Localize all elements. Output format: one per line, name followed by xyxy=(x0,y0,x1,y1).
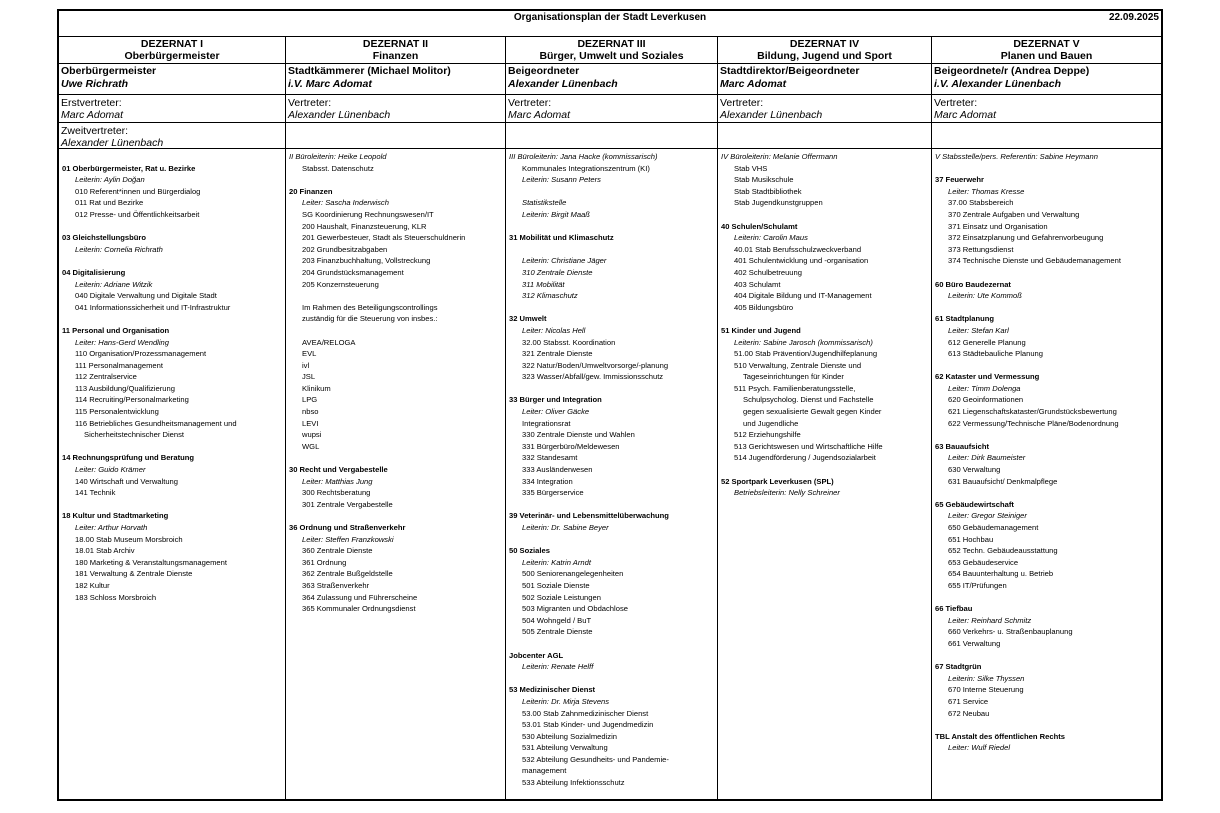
unit-line xyxy=(935,592,1158,604)
unit-line: 205 Konzernsteuerung xyxy=(302,279,379,289)
unit-line: 53.00 Stab Zahnmedizinischer Dienst xyxy=(522,708,649,718)
unit-line: Statistikstelle xyxy=(522,198,567,208)
unit-heading: 04 Digitalisierung xyxy=(62,267,126,277)
unit-line: 504 Wohngeld / BuT xyxy=(522,615,592,625)
dezernent-name: Alexander Lünenbach xyxy=(508,78,618,90)
unit-line xyxy=(62,313,282,325)
vertreter-name: Alexander Lünenbach xyxy=(288,109,391,121)
unit-line: nbso xyxy=(302,407,319,417)
unit-line: 140 Wirtschaft und Verwaltung xyxy=(75,476,178,486)
unit-line: 622 Vermessung/Technische Pläne/Bodenordnung xyxy=(948,418,1119,428)
vertreter-box xyxy=(506,95,717,123)
unit-line: 115 Personalentwicklung xyxy=(75,407,159,417)
vertreter-label: Vertreter: xyxy=(934,97,978,109)
unit-line: Leiterin: Ute Kommoß xyxy=(948,291,1022,301)
unit-line: EVL xyxy=(302,349,317,359)
unit-line: II Büroleiterin: Heike Leopold xyxy=(289,152,387,161)
unit-line: 203 Finanzbuchhaltung, Vollstreckung xyxy=(302,256,431,266)
unit-line: 114 Recruiting/Personalmarketing xyxy=(75,395,189,405)
dezernent-name: i.V. Marc Adomat xyxy=(288,78,372,90)
unit-line: 401 Schulentwicklung und -organisation xyxy=(734,256,869,266)
unit-line: 180 Marketing & Veranstaltungsmanagement xyxy=(75,557,227,567)
unit-line: 323 Wasser/Abfall/gew. Immissionsschutz xyxy=(522,372,664,382)
unit-line: 37.00 Stabsbereich xyxy=(948,198,1014,208)
unit-list xyxy=(506,149,717,789)
unit-line: Leiter: Matthias Jung xyxy=(302,476,373,486)
unit-line xyxy=(935,487,1158,499)
unit-line: 011 Rat und Bezirke xyxy=(75,198,144,208)
unit-line: 301 Zentrale Vergabestelle xyxy=(302,499,393,509)
vertreter-box xyxy=(59,95,285,123)
unit-line: Leiter: Hans-Gerd Wendling xyxy=(75,337,169,347)
unit-heading: 20 Finanzen xyxy=(289,186,333,196)
unit-line: Leiter: Gregor Steiniger xyxy=(948,511,1027,521)
unit-line: IV Büroleiterin: Melanie Offermann xyxy=(721,152,838,161)
unit-line: 514 Jugendförderung / Jugendsozialarbeit xyxy=(734,453,876,463)
unit-line xyxy=(509,302,714,314)
unit-line: 202 Grundbesitzabgaben xyxy=(302,244,388,254)
unit-line: 630 Verwaltung xyxy=(948,465,1001,475)
unit-line: 200 Haushalt, Finanzsteuerung, KLR xyxy=(302,221,427,231)
unit-line xyxy=(509,383,714,395)
unit-line: Leiterin: Susann Peters xyxy=(522,175,601,185)
unit-line xyxy=(509,638,714,650)
unit-line: Leiter: Steffen Franzkowski xyxy=(302,534,394,544)
date-label: 22.09.2025 xyxy=(1108,12,1159,23)
unit-line: III Büroleiterin: Jana Hacke (kommissarisch) xyxy=(509,152,658,161)
unit-line: 300 Rechtsberatung xyxy=(302,488,371,498)
unit-line: 501 Soziale Dienste xyxy=(522,580,590,590)
zweitvertreter-box xyxy=(506,123,717,149)
unit-line: LPG xyxy=(302,395,318,405)
unit-line: Leiter: Thomas Kresse xyxy=(948,186,1025,196)
dezernat-number: DEZERNAT II xyxy=(362,38,429,50)
vertreter-box xyxy=(286,95,505,123)
unit-line xyxy=(935,650,1158,662)
unit-line xyxy=(509,499,714,511)
unit-line: 361 Ordnung xyxy=(302,557,347,567)
unit-line: 335 Bürgerservice xyxy=(522,488,584,498)
unit-line: Leiter: Dirk Baumeister xyxy=(948,453,1026,463)
unit-list xyxy=(718,149,931,499)
unit-line: management xyxy=(522,766,567,776)
unit-line: Leiter: Stefan Karl xyxy=(948,325,1009,335)
unit-line: Leiterin: Sabine Jarosch (kommissarisch) xyxy=(734,337,873,347)
unit-line: 531 Abteilung Verwaltung xyxy=(522,743,608,753)
unit-line: 374 Technische Dienste und Gebäudemanagement xyxy=(948,256,1121,266)
unit-line: 012 Presse- und Öffentlichkeitsarbeit xyxy=(75,209,200,219)
unit-heading: 36 Ordnung und Straßenverkehr xyxy=(289,523,406,532)
unit-list xyxy=(59,149,285,603)
unit-line: Klinikum xyxy=(302,383,331,393)
dezernent-name: Uwe Richrath xyxy=(61,78,129,90)
dezernat-title: Finanzen xyxy=(372,50,419,62)
page-title: Organisationsplan der Stadt Leverkusen xyxy=(513,12,707,23)
unit-line: 362 Zentrale Bußgeldstelle xyxy=(302,569,393,579)
unit-line xyxy=(935,429,1158,441)
unit-line xyxy=(935,267,1158,279)
unit-line: Leiter: Timm Dolenga xyxy=(948,383,1021,393)
unit-line: 650 Gebäudemanagement xyxy=(948,523,1039,532)
unit-line xyxy=(509,221,714,233)
unit-heading: 40 Schulen/Schulamt xyxy=(721,221,798,231)
dezernent-role: Stadtkämmerer (Michael Molitor) xyxy=(288,65,451,77)
dezernat-column xyxy=(505,37,717,799)
unit-line xyxy=(62,151,282,163)
unit-line: LEVI xyxy=(302,418,319,428)
vertreter-name: Alexander Lünenbach xyxy=(720,109,823,121)
unit-line: 373 Rettungsdienst xyxy=(948,244,1014,254)
unit-line xyxy=(509,673,714,685)
unit-line: 500 Seniorenangelegenheiten xyxy=(522,569,624,579)
unit-line: 670 Interne Steuerung xyxy=(948,685,1024,695)
unit-line: 651 Hochbau xyxy=(948,534,994,544)
unit-line: 532 Abteilung Gesundheits- und Pandemie- xyxy=(522,754,669,764)
unit-line: Leiterin: Silke Thyssen xyxy=(948,673,1025,683)
dezernent-box xyxy=(286,64,505,95)
unit-heading: 65 Gebäudewirtschaft xyxy=(935,499,1014,509)
unit-line: Leiterin: Christiane Jäger xyxy=(522,256,607,266)
dezernat-header xyxy=(59,37,285,64)
unit-line: 405 Bildungsbüro xyxy=(734,302,794,312)
unit-line xyxy=(509,534,714,546)
unit-line: 672 Neubau xyxy=(948,708,990,718)
dezernat-header xyxy=(506,37,717,64)
unit-heading: 62 Kataster und Vermessung xyxy=(935,372,1040,382)
unit-line: 365 Kommunaler Ordnungsdienst xyxy=(302,604,416,614)
dezernent-box xyxy=(506,64,717,95)
unit-line: 631 Bauaufsicht/ Denkmalpflege xyxy=(948,476,1058,486)
department-grid xyxy=(59,37,1161,799)
vertreter-label: Vertreter: xyxy=(508,97,552,109)
unit-line: 010 Referent*innen und Bürgerdialog xyxy=(75,186,201,196)
unit-line: 503 Migranten und Obdachlose xyxy=(522,604,628,614)
unit-line xyxy=(509,244,714,256)
unit-list xyxy=(286,149,505,615)
dezernat-title: Bürger, Umwelt und Soziales xyxy=(539,50,684,62)
unit-line: Tageseinrichtungen für Kinder xyxy=(743,372,844,382)
unit-heading: 53 Medizinischer Dienst xyxy=(509,685,596,695)
unit-line: 330 Zentrale Dienste und Wahlen xyxy=(522,430,635,440)
unit-line: 621 Liegenschaftskataster/Grundstücksbewertung xyxy=(948,407,1117,417)
unit-line: AVEA/RELOGA xyxy=(302,337,356,347)
unit-heading: 30 Recht und Vergabestelle xyxy=(289,465,388,475)
unit-heading: 50 Soziales xyxy=(509,546,550,556)
unit-line: 533 Abteilung Infektionsschutz xyxy=(522,778,625,788)
zweitvertreter-box xyxy=(59,123,285,149)
unit-line: 201 Gewerbesteuer, Stadt als Steuerschuldnerin xyxy=(302,233,466,243)
unit-line: Leiterin: Carolin Maus xyxy=(734,233,808,243)
dezernent-name: Marc Adomat xyxy=(720,78,787,90)
vertreter-label: Vertreter: xyxy=(720,97,764,109)
unit-line xyxy=(62,221,282,233)
vertreter-name: Marc Adomat xyxy=(508,109,571,121)
unit-heading: 63 Bauaufsicht xyxy=(935,441,990,451)
unit-line: 040 Digitale Verwaltung und Digitale Stadt xyxy=(75,291,217,301)
unit-heading: 11 Personal und Organisation xyxy=(62,325,170,335)
dezernent-role: Beigeordnete/r (Andrea Deppe) xyxy=(934,65,1090,77)
unit-line: 620 Geoinformationen xyxy=(948,395,1024,405)
unit-line: 372 Einsatzplanung und Gefahrenvorbeugung xyxy=(948,233,1104,243)
unit-heading: 67 Stadtgrün xyxy=(935,662,982,672)
unit-line: Leiterin: Aylin Doğan xyxy=(75,175,145,185)
unit-line: 204 Grundstücksmanagement xyxy=(302,267,404,277)
unit-line: Leiter: Guido Krämer xyxy=(75,465,146,475)
unit-line: Leiterin: Renate Helff xyxy=(522,662,594,672)
unit-heading: 18 Kultur und Stadtmarketing xyxy=(62,511,169,521)
unit-line: 613 Städtebauliche Planung xyxy=(948,349,1043,359)
dezernent-role: Stadtdirektor/Beigeordneter xyxy=(720,65,860,77)
unit-line xyxy=(62,441,282,453)
vertreter-label: Erstvertreter: xyxy=(61,97,122,109)
vertreter-box xyxy=(718,95,931,123)
unit-line: 322 Natur/Boden/Umweltvorsorge/-planung xyxy=(522,360,669,370)
unit-line: Leiter: Arthur Horvath xyxy=(75,523,148,532)
unit-line xyxy=(721,464,928,476)
unit-line: 53.01 Stab Kinder- und Jugendmedizin xyxy=(522,720,654,730)
unit-line: 041 Informationssicherheit und IT-Infrastruktur xyxy=(75,302,231,312)
unit-heading: 03 Gleichstellungsbüro xyxy=(62,233,146,243)
unit-line: 363 Straßenverkehr xyxy=(302,580,370,590)
dezernat-number: DEZERNAT III xyxy=(577,38,646,50)
unit-line: 510 Verwaltung, Zentrale Dienste und xyxy=(734,360,862,370)
unit-line xyxy=(509,186,714,198)
unit-line: SG Koordinierung Rechnungswesen/IT xyxy=(302,209,434,219)
unit-line xyxy=(289,452,502,464)
unit-line xyxy=(721,209,928,221)
dezernat-title: Oberbürgermeister xyxy=(124,50,220,62)
zweitvertreter-box xyxy=(286,123,505,149)
unit-line: Stabsst. Datenschutz xyxy=(302,163,374,173)
unit-line: Leiterin: Katrin Arndt xyxy=(522,557,591,567)
dezernat-column xyxy=(717,37,931,799)
unit-line: V Stabsstelle/pers. Referentin: Sabine Heymann xyxy=(935,152,1098,161)
unit-line: 364 Zulassung und Führerscheine xyxy=(302,592,418,602)
unit-line: 181 Verwaltung & Zentrale Dienste xyxy=(75,569,193,579)
dezernent-box xyxy=(932,64,1161,95)
unit-line: Stab Musikschule xyxy=(734,175,794,185)
unit-line: 654 Bauunterhaltung u. Betrieb xyxy=(948,569,1054,579)
unit-line xyxy=(289,325,502,337)
unit-line xyxy=(935,163,1158,175)
dezernat-header xyxy=(286,37,505,64)
dezernent-box xyxy=(718,64,931,95)
unit-line: 404 Digitale Bildung und IT-Management xyxy=(734,291,872,301)
unit-line xyxy=(62,499,282,511)
unit-line: Leiterin: Birgit Maaß xyxy=(522,209,590,219)
unit-line xyxy=(289,510,502,522)
dezernat-number: DEZERNAT IV xyxy=(789,38,860,50)
unit-line xyxy=(62,255,282,267)
unit-line: 403 Schulamt xyxy=(734,279,781,289)
unit-list xyxy=(932,149,1161,754)
dezernat-header xyxy=(932,37,1161,64)
unit-heading: 61 Stadtplanung xyxy=(935,314,995,324)
unit-line: 112 Zentralservice xyxy=(75,372,137,382)
vertreter-box xyxy=(932,95,1161,123)
unit-line: und Jugendliche xyxy=(743,418,799,428)
unit-heading: 51 Kinder und Jugend xyxy=(721,325,801,335)
unit-line: Leiterin: Cornelia Richrath xyxy=(75,244,163,254)
unit-line: 513 Gerichtswesen und Wirtschaftliche Hilfe xyxy=(734,441,883,451)
unit-line xyxy=(935,302,1158,314)
org-chart-sheet xyxy=(57,9,1163,801)
vertreter-label: Vertreter: xyxy=(288,97,332,109)
unit-line: Leiter: Oliver Gäcke xyxy=(522,407,590,417)
dezernent-role: Beigeordneter xyxy=(508,65,580,77)
unit-line: 110 Organisation/Prozessmanagement xyxy=(75,349,207,359)
dezernat-title: Bildung, Jugend und Sport xyxy=(757,50,892,62)
unit-line: Leiterin: Adriane Witzik xyxy=(75,279,153,289)
vertreter-name: Marc Adomat xyxy=(934,109,997,121)
unit-heading: 33 Bürger und Integration xyxy=(509,395,602,405)
zweitvertreter-name: Alexander Lünenbach xyxy=(61,137,164,149)
unit-heading: TBL Anstalt des öffentlichen Rechts xyxy=(935,731,1065,741)
unit-line: ivl xyxy=(302,360,310,370)
dezernent-role: Oberbürgermeister xyxy=(61,65,157,77)
unit-line: Im Rahmen des Beteiligungscontrollings xyxy=(302,302,438,312)
unit-heading: 32 Umwelt xyxy=(509,314,547,324)
unit-line: gegen sexualisierte Gewalt gegen Kinder xyxy=(743,407,882,417)
dezernat-number: DEZERNAT V xyxy=(1013,38,1080,50)
unit-line: 370 Zentrale Aufgaben und Verwaltung xyxy=(948,209,1080,219)
unit-line: 655 IT/Prüfungen xyxy=(948,580,1007,590)
unit-heading: Jobcenter AGL xyxy=(509,650,564,660)
unit-line: 321 Zentrale Dienste xyxy=(522,349,593,359)
unit-line: 116 Betriebliches Gesundheitsmanagement und xyxy=(75,418,237,428)
unit-line: 182 Kultur xyxy=(75,580,110,590)
unit-line: 141 Technik xyxy=(75,488,116,498)
unit-line: 51.00 Stab Prävention/Jugendhilfeplanung xyxy=(734,349,878,359)
unit-line: 505 Zentrale Dienste xyxy=(522,627,593,637)
dezernat-title: Planen und Bauen xyxy=(1000,50,1093,62)
unit-line: Betriebsleiterin: Nelly Schreiner xyxy=(734,488,840,498)
vertreter-name: Marc Adomat xyxy=(61,109,124,121)
dezernat-number: DEZERNAT I xyxy=(140,38,204,50)
unit-heading: 52 Sportpark Leverkusen (SPL) xyxy=(721,476,834,486)
unit-line: 511 Psych. Familienberatungsstelle, xyxy=(734,383,856,393)
unit-line: 360 Zentrale Dienste xyxy=(302,546,373,556)
unit-line xyxy=(935,360,1158,372)
unit-line: 310 Zentrale Dienste xyxy=(522,267,593,277)
zweitvertreter-box xyxy=(718,123,931,149)
unit-line: Integrationsrat xyxy=(522,418,571,428)
unit-line: 653 Gebäudeservice xyxy=(948,557,1019,567)
dezernat-header xyxy=(718,37,931,64)
unit-line: JSL xyxy=(302,372,316,382)
unit-line: 40.01 Stab Berufsschulzweckverband xyxy=(734,244,862,254)
unit-line: Stab Jugendkunstgruppen xyxy=(734,198,823,208)
dezernat-column xyxy=(59,37,285,799)
unit-line: 311 Mobilität xyxy=(522,279,565,289)
unit-heading: 31 Mobilität und Klimaschutz xyxy=(509,233,614,243)
unit-line: wupsi xyxy=(302,430,322,440)
unit-heading: 14 Rechnungsprüfung und Beratung xyxy=(62,453,195,463)
unit-line: 331 Bürgerbüro/Meldewesen xyxy=(522,441,620,451)
unit-line: 183 Schloss Morsbroich xyxy=(75,592,157,602)
unit-line: 512 Erziehungshilfe xyxy=(734,430,801,440)
unit-line: Leiter: Sascha Inderwisch xyxy=(302,198,389,208)
dezernat-column xyxy=(285,37,505,799)
zweitvertreter-box xyxy=(932,123,1161,149)
zweitvertreter-label: Zweitvertreter: xyxy=(61,125,129,137)
unit-line: Leiter: Wulf Riedel xyxy=(948,743,1011,753)
unit-line: Leiterin: Dr. Mirja Stevens xyxy=(522,696,610,706)
unit-line: 402 Schulbetreuung xyxy=(734,267,802,277)
unit-line: 334 Integration xyxy=(522,476,573,486)
unit-line: WGL xyxy=(302,441,320,451)
title-bar xyxy=(59,11,1161,37)
unit-line: Schulpsycholog. Dienst und Fachstelle xyxy=(743,395,874,405)
unit-line: 530 Abteilung Sozialmedizin xyxy=(522,731,617,741)
unit-line: 18.00 Stab Museum Morsbroich xyxy=(75,534,183,544)
unit-line xyxy=(289,174,502,186)
unit-line: 661 Verwaltung xyxy=(948,638,1001,648)
unit-line: 111 Personalmanagement xyxy=(75,360,163,370)
unit-line: Leiter: Nicolas Hell xyxy=(522,325,586,335)
unit-line: 671 Service xyxy=(948,696,989,706)
unit-line: Sicherheitstechnischer Dienst xyxy=(84,430,185,440)
unit-line: Leiterin: Dr. Sabine Beyer xyxy=(522,523,609,532)
unit-line: 612 Generelle Planung xyxy=(948,337,1026,347)
unit-line: Kommunales Integrationszentrum (KI) xyxy=(522,163,650,173)
unit-heading: 66 Tiefbau xyxy=(935,604,973,614)
unit-line: 18.01 Stab Archiv xyxy=(75,546,135,556)
unit-line xyxy=(289,290,502,302)
unit-line xyxy=(935,719,1158,731)
unit-line: Stab Stadtbibliothek xyxy=(734,186,802,196)
unit-line: 652 Techn. Gebäudeausstattung xyxy=(948,546,1058,556)
unit-line: 332 Standesamt xyxy=(522,453,578,463)
unit-line: 312 Klimaschutz xyxy=(522,291,578,301)
unit-line: 502 Soziale Leistungen xyxy=(522,592,601,602)
unit-heading: 39 Veterinär- und Lebensmittelüberwachung xyxy=(509,511,669,521)
unit-line: 333 Ausländerwesen xyxy=(522,465,593,475)
unit-line: Stab VHS xyxy=(734,163,768,173)
unit-line: 32.00 Stabsst. Koordination xyxy=(522,337,616,347)
dezernent-box xyxy=(59,64,285,95)
unit-line: zuständig für die Steuerung von insbes.: xyxy=(302,314,438,324)
dezernat-column xyxy=(931,37,1161,799)
unit-line: 660 Verkehrs- u. Straßenbauplanung xyxy=(948,627,1073,637)
unit-line: 113 Ausbildung/Qualifizierung xyxy=(75,383,175,393)
unit-line: Leiter: Reinhard Schmitz xyxy=(948,615,1032,625)
unit-heading: 60 Büro Baudezernat xyxy=(935,279,1011,289)
unit-heading: 01 Oberbürgermeister, Rat u. Bezirke xyxy=(62,163,196,173)
unit-heading: 37 Feuerwehr xyxy=(935,175,984,185)
dezernent-name: i.V. Alexander Lünenbach xyxy=(934,78,1062,90)
unit-line xyxy=(721,313,928,325)
unit-line: 371 Einsatz und Organisation xyxy=(948,221,1048,231)
